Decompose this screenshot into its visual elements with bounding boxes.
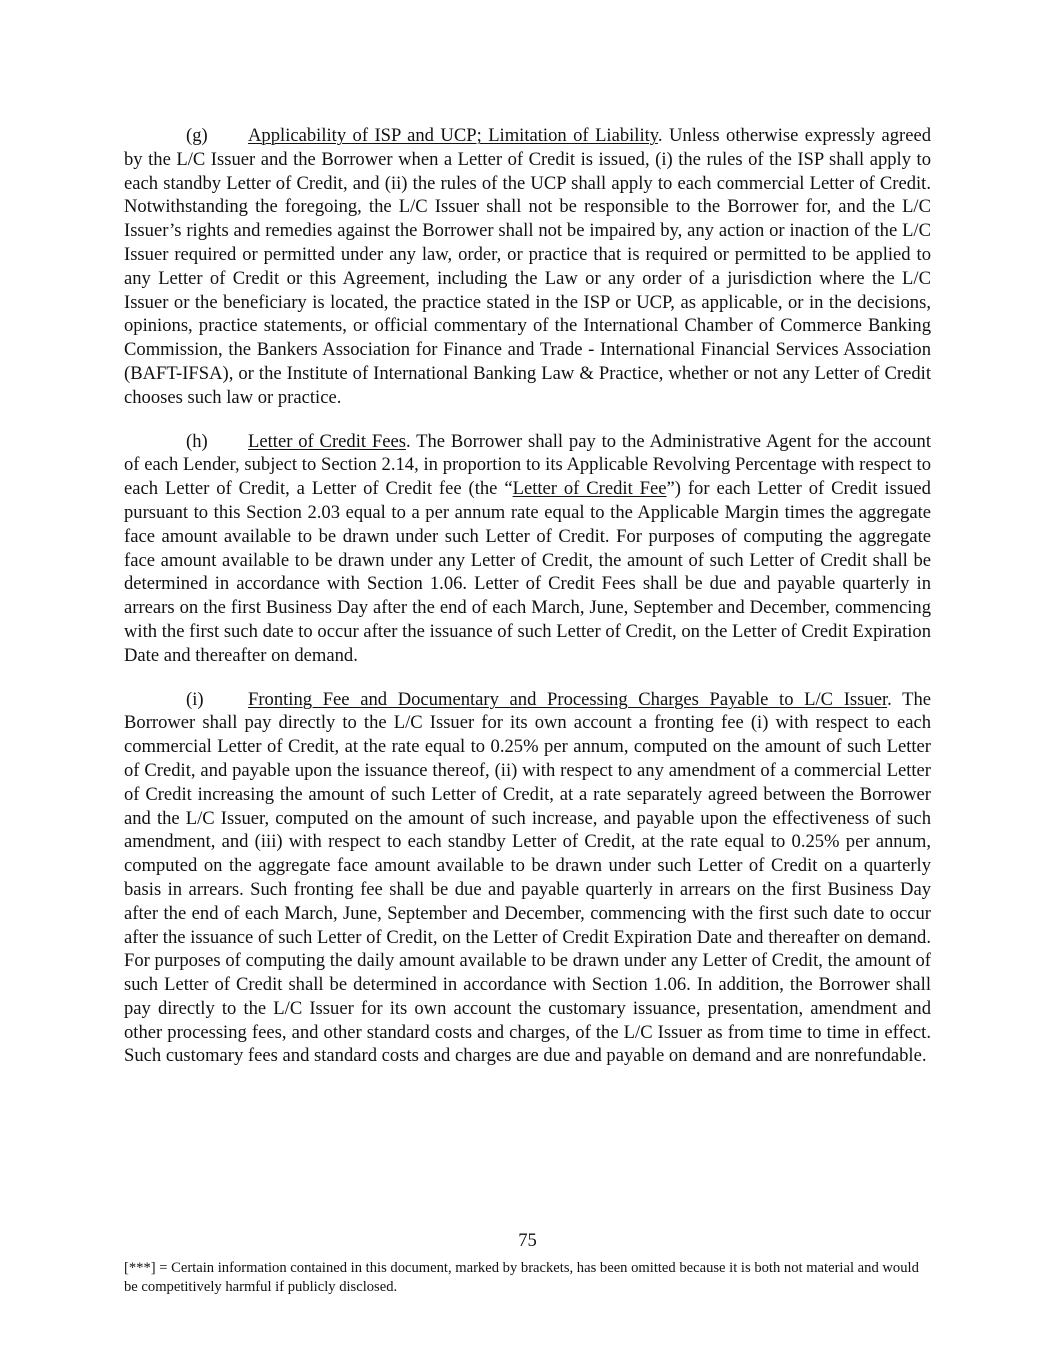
paragraph-text: . The Borrower shall pay to the Administrative Agent for the account of each Lender, subject to Section 2.14, in proportion to its Applicable Revolving Percentage with respect to each Letter of Credit, a Letter of Credit fee (the “ xyxy=(124,430,931,500)
paragraph-text: . The Borrower shall pay directly to the L/C Issuer for its own account a fronting fee (i) with respect to each commercial Letter of Credit, at the rate equal to 0.25% per annum, computed on the amount of such Letter of Credit, and payable upon the issuance thereof, (ii) with respect to any amendment of a commercial Letter of Credit increasing the amount of such Letter of Credit, at a rate separately agreed between the Borrower and the L/C Issuer, computed on the amount of such increase, and payable upon the effectiveness of such amendment, and (iii) with respect to each standby Letter of Credit, at the rate equal to 0.25% per annum, computed on the aggregate face amount available to be drawn under such Letter of Credit on a quarterly basis in arrears. Such fronting fee shall be due and payable quarterly in arrears on the first Business Day after the end of each March, June, September and December, commencing with the first such date to occur after the issuance of such Letter of Credit, on the Letter of Credit Expiration Date and thereafter on demand. For purposes of computing the daily amount available to be drawn under any Letter of Credit, the amount of such Letter of Credit shall be determined in accordance with Section 1.06. In addition, the Borrower shall pay directly to the L/C Issuer for its own account the customary issuance, presentation, amendment and other processing fees, and other standard costs and charges, of the L/C Issuer as from time to time in effect. Such customary fees and standard costs and charges are due and payable on demand and are nonrefundable. xyxy=(124,688,931,1067)
section-heading: Letter of Credit Fees xyxy=(248,430,406,452)
paragraph-g xyxy=(124,124,931,410)
paragraph-label: (h) xyxy=(186,430,208,452)
footer-disclaimer: [***] = Certain information contained in this document, marked by brackets, has been omitted because it is both not material and would be competitively harmful if publicly disclosed. xyxy=(124,1260,919,1295)
paragraph-i xyxy=(124,688,931,1069)
document-body xyxy=(124,124,931,1088)
section-heading: Fronting Fee and Documentary and Processing Charges Payable to L/C Issuer xyxy=(248,688,888,710)
paragraph-label: (i) xyxy=(186,688,204,710)
paragraph-h xyxy=(124,430,931,668)
paragraph-text: ”) for each Letter of Credit issued pursuant to this Section 2.03 equal to a per annum rate equal to the Applicable Margin times the aggregate face amount available to be drawn under such Letter of Credit. For purposes of computing the aggregate face amount available to be drawn under any Letter of Credit, the amount of such Letter of Credit shall be determined in accordance with Section 1.06. Letter of Credit Fees shall be due and payable quarterly in arrears on the first Business Day after the end of each March, June, September and December, commencing with the first such date to occur after the issuance of such Letter of Credit, on the Letter of Credit Expiration Date and thereafter on demand. xyxy=(124,478,931,666)
page-number: 75 xyxy=(518,1230,537,1251)
paragraph-text: . Unless otherwise expressly agreed by the L/C Issuer and the Borrower when a Letter of Credit is issued, (i) the rules of the ISP shall apply to each standby Letter of Credit, and (ii) the rules of the UCP shall apply to each commercial Letter of Credit. Notwithstanding the foregoing, the L/C Issuer shall not be responsible to the Borrower for, and the L/C Issuer’s rights and remedies against the Borrower shall not be impaired by, any action or inaction of the L/C Issuer required or permitted under any law, order, or practice that is required or permitted to be applied to any Letter of Credit or this Agreement, including the Law or any order of a jurisdiction where the L/C Issuer or the beneficiary is located, the practice stated in the ISP or UCP, as applicable, or in the decisions, opinions, practice statements, or official commentary of the International Chamber of Commerce Banking Commission, the Bankers Association for Finance and Trade - International Financial Services Association (BAFT-IFSA), or the Institute of International Banking Law & Practice, whether or not any Letter of Credit chooses such law or practice. xyxy=(124,125,932,408)
section-heading: Applicability of ISP and UCP; Limitation of Liability xyxy=(248,125,658,146)
paragraph-label: (g) xyxy=(186,125,208,146)
defined-term: Letter of Credit Fee xyxy=(512,478,667,500)
